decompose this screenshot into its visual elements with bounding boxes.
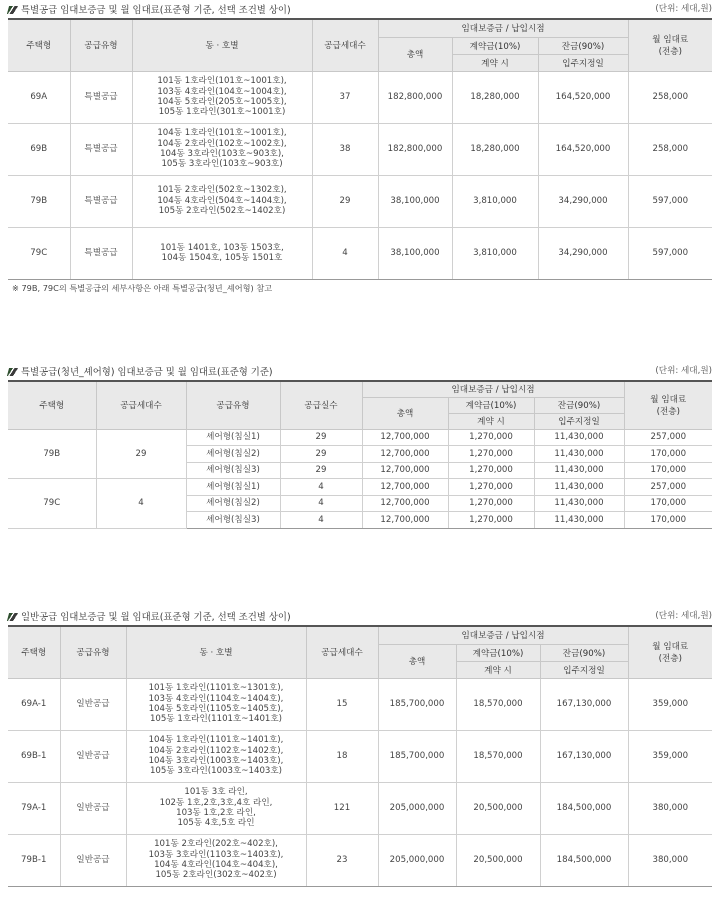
cell-units: 18 xyxy=(306,730,378,782)
cell-total: 205,000,000 xyxy=(378,782,456,834)
cell-units: 23 xyxy=(306,834,378,886)
cell-supply: 셰어형(침실1) xyxy=(186,429,280,446)
cell-balance: 164,520,000 xyxy=(538,71,628,123)
special-supply-table xyxy=(8,18,712,280)
header-rent: 월 임대료 (전층) xyxy=(628,626,712,678)
header-dong: 동 · 호별 xyxy=(132,19,312,71)
cell-total: 12,700,000 xyxy=(362,495,448,512)
cell-rooms: 4 xyxy=(280,479,362,496)
cell-dong xyxy=(132,175,312,227)
cell-units: 29 xyxy=(96,429,186,479)
header-balance-when: 입주지정일 xyxy=(540,661,628,678)
cell-units: 4 xyxy=(312,227,378,279)
footnote: ※ 79B, 79C의 특별공급의 세부사항은 아래 특별공급(청년_셰어형) 참고 xyxy=(12,283,273,293)
cell-supply: 특별공급 xyxy=(70,71,132,123)
cell-total: 12,700,000 xyxy=(362,512,448,529)
cell-rooms: 4 xyxy=(280,512,362,529)
table-body xyxy=(8,429,712,528)
cell-down: 3,810,000 xyxy=(452,175,538,227)
cell-supply: 일반공급 xyxy=(60,834,126,886)
cell-rent: 257,000 xyxy=(624,429,712,446)
table-row xyxy=(8,782,712,834)
cell-rent: 380,000 xyxy=(628,834,712,886)
cell-supply: 셰어형(침실2) xyxy=(186,446,280,463)
cell-rooms: 4 xyxy=(280,495,362,512)
cell-down: 1,270,000 xyxy=(448,429,534,446)
cell-total: 38,100,000 xyxy=(378,175,452,227)
dong-line: 103동 1호,2호 라인, xyxy=(176,808,256,818)
cell-rent: 257,000 xyxy=(624,479,712,496)
youth-share-table xyxy=(8,380,712,529)
cell-down: 1,270,000 xyxy=(448,446,534,463)
header-down: 계약금(10%) xyxy=(452,37,538,54)
cell-supply: 특별공급 xyxy=(70,123,132,175)
cell-rent: 380,000 xyxy=(628,782,712,834)
cell-balance: 184,500,000 xyxy=(540,782,628,834)
header-rent: 월 임대료 (전층) xyxy=(628,19,712,71)
cell-supply: 일반공급 xyxy=(60,730,126,782)
header-rooms: 공급실수 xyxy=(280,381,362,429)
header-type: 주택형 xyxy=(8,19,70,71)
cell-down: 18,280,000 xyxy=(452,71,538,123)
header-down: 계약금(10%) xyxy=(448,397,534,413)
cell-dong xyxy=(126,730,306,782)
dong-line: 104동 4호라인(104호~404호), xyxy=(154,860,278,870)
cell-balance: 11,430,000 xyxy=(534,479,624,496)
cell-units: 121 xyxy=(306,782,378,834)
cell-supply: 특별공급 xyxy=(70,227,132,279)
header-units: 공급세대수 xyxy=(96,381,186,429)
cell-dong xyxy=(126,834,306,886)
cell-rooms: 29 xyxy=(280,429,362,446)
header-down-when: 계약 시 xyxy=(448,413,534,429)
cell-rent: 359,000 xyxy=(628,730,712,782)
cell-type: 79B xyxy=(8,175,70,227)
cell-total: 38,100,000 xyxy=(378,227,452,279)
cell-units: 15 xyxy=(306,678,378,730)
section-special-supply xyxy=(8,2,712,293)
section-title: 특별공급 임대보증금 및 월 임대료(표준형 기준, 선택 조건별 상이) xyxy=(8,2,291,16)
cell-total: 182,800,000 xyxy=(378,123,452,175)
unit-label: (단위: 세대,원) xyxy=(655,4,712,14)
table-row xyxy=(8,834,712,886)
dong-line: 104동 1호라인(101호~1001호), xyxy=(157,128,287,139)
section-header xyxy=(8,364,712,378)
header-rent: 월 임대료 (전층) xyxy=(624,381,712,429)
cell-supply: 셰어형(침실3) xyxy=(186,512,280,529)
cell-type: 79C xyxy=(8,227,70,279)
cell-total: 185,700,000 xyxy=(378,730,456,782)
cell-down: 1,270,000 xyxy=(448,462,534,479)
dong-line: 104동 3호라인(1003호~1403호), xyxy=(148,756,284,766)
dong-line: 104동 5호라인(1105호~1405호), xyxy=(148,704,284,714)
cell-units: 37 xyxy=(312,71,378,123)
section-title: 일반공급 임대보증금 및 월 임대료(표준형 기준, 선택 조건별 상이) xyxy=(8,609,291,623)
header-supply: 공급유형 xyxy=(186,381,280,429)
cell-dong xyxy=(132,227,312,279)
cell-balance: 167,130,000 xyxy=(540,730,628,782)
table-row xyxy=(8,429,712,446)
cell-down: 18,570,000 xyxy=(456,678,540,730)
header-down: 계약금(10%) xyxy=(456,644,540,661)
cell-balance: 11,430,000 xyxy=(534,495,624,512)
header-total: 총액 xyxy=(378,37,452,71)
cell-rooms: 29 xyxy=(280,446,362,463)
cell-type: 79C xyxy=(8,479,96,529)
cell-balance: 11,430,000 xyxy=(534,429,624,446)
section-youth-share xyxy=(8,364,712,529)
cell-down: 1,270,000 xyxy=(448,479,534,496)
table-body xyxy=(8,71,712,279)
dong-line: 105동 3호라인(1003호~1403호) xyxy=(149,766,283,777)
header-type: 주택형 xyxy=(8,381,96,429)
cell-balance: 11,430,000 xyxy=(534,446,624,463)
table-body xyxy=(8,678,712,886)
cell-down: 1,270,000 xyxy=(448,495,534,512)
cell-rent: 170,000 xyxy=(624,512,712,529)
cell-type: 69B-1 xyxy=(8,730,60,782)
cell-units: 38 xyxy=(312,123,378,175)
cell-type: 69A-1 xyxy=(8,678,60,730)
dong-line: 104동 2호라인(1102호~1402호), xyxy=(148,745,284,756)
table-row xyxy=(8,678,712,730)
header-balance: 잔금(90%) xyxy=(538,37,628,54)
cell-supply: 일반공급 xyxy=(60,678,126,730)
dong-line: 105동 1호라인(1101호~1401호) xyxy=(149,714,283,725)
dong-line: 104동 3호라인(103호~903호), xyxy=(160,149,284,159)
cell-rooms: 29 xyxy=(280,462,362,479)
cell-units: 29 xyxy=(312,175,378,227)
unit-label: (단위: 세대,원) xyxy=(655,611,712,621)
header-deposit-group: 임대보증금 / 납입시점 xyxy=(378,626,628,644)
title-mark-icon xyxy=(7,368,19,376)
header-balance: 잔금(90%) xyxy=(534,397,624,413)
header-total: 총액 xyxy=(362,397,448,429)
cell-down: 20,500,000 xyxy=(456,782,540,834)
header-deposit-group: 임대보증금 / 납입시점 xyxy=(362,381,624,397)
header-supply: 공급유형 xyxy=(70,19,132,71)
cell-type: 79A-1 xyxy=(8,782,60,834)
header-units: 공급세대수 xyxy=(306,626,378,678)
dong-line: 104동 5호라인(205호~1005호), xyxy=(157,97,287,107)
header-dong: 동 · 호별 xyxy=(126,626,306,678)
table-row xyxy=(8,227,712,279)
cell-rent: 170,000 xyxy=(624,446,712,463)
cell-rent: 359,000 xyxy=(628,678,712,730)
cell-total: 12,700,000 xyxy=(362,462,448,479)
header-balance: 잔금(90%) xyxy=(540,644,628,661)
cell-down: 1,270,000 xyxy=(448,512,534,529)
cell-total: 182,800,000 xyxy=(378,71,452,123)
cell-rent: 597,000 xyxy=(628,227,712,279)
header-balance-when: 입주지정일 xyxy=(538,54,628,71)
section-header xyxy=(8,2,712,16)
cell-type: 69A xyxy=(8,71,70,123)
dong-line: 103동 3호라인(1103호~1403호), xyxy=(148,849,284,860)
header-units: 공급세대수 xyxy=(312,19,378,71)
header-balance-when: 입주지정일 xyxy=(534,413,624,429)
unit-label: (단위: 세대,원) xyxy=(655,366,712,376)
cell-type: 79B xyxy=(8,429,96,479)
section-general-supply xyxy=(8,609,712,887)
cell-dong xyxy=(126,678,306,730)
cell-supply: 특별공급 xyxy=(70,175,132,227)
dong-line: 101동 2호라인(202호~402호), xyxy=(154,839,278,850)
cell-balance: 11,430,000 xyxy=(534,512,624,529)
cell-total: 12,700,000 xyxy=(362,446,448,463)
table-row xyxy=(8,71,712,123)
title-mark-icon xyxy=(7,613,19,621)
cell-total: 185,700,000 xyxy=(378,678,456,730)
cell-supply: 셰어형(침실1) xyxy=(186,479,280,496)
cell-supply: 셰어형(침실2) xyxy=(186,495,280,512)
dong-line: 105동 2호라인(302호~402호) xyxy=(155,870,277,881)
cell-balance: 34,290,000 xyxy=(538,175,628,227)
dong-line: 101동 3호 라인, xyxy=(184,787,248,798)
table-row xyxy=(8,730,712,782)
cell-rent: 258,000 xyxy=(628,71,712,123)
table-row xyxy=(8,123,712,175)
cell-rent: 258,000 xyxy=(628,123,712,175)
cell-type: 79B-1 xyxy=(8,834,60,886)
cell-rent: 597,000 xyxy=(628,175,712,227)
cell-rent: 170,000 xyxy=(624,495,712,512)
cell-dong xyxy=(132,123,312,175)
cell-down: 18,570,000 xyxy=(456,730,540,782)
cell-dong xyxy=(132,71,312,123)
cell-supply: 셰어형(침실3) xyxy=(186,462,280,479)
header-down-when: 계약 시 xyxy=(452,54,538,71)
header-down-when: 계약 시 xyxy=(456,661,540,678)
cell-balance: 11,430,000 xyxy=(534,462,624,479)
dong-line: 101동 1401호, 103동 1503호, xyxy=(160,242,284,253)
section-header xyxy=(8,609,712,623)
cell-type: 69B xyxy=(8,123,70,175)
dong-line: 105동 4호,5호 라인 xyxy=(177,818,255,829)
cell-units: 4 xyxy=(96,479,186,529)
cell-balance: 184,500,000 xyxy=(540,834,628,886)
cell-down: 3,810,000 xyxy=(452,227,538,279)
header-total: 총액 xyxy=(378,644,456,678)
dong-line: 101동 1호라인(101호~1001호), xyxy=(157,76,287,87)
header-type: 주택형 xyxy=(8,626,60,678)
header-supply: 공급유형 xyxy=(60,626,126,678)
dong-line: 105동 3호라인(103호~903호) xyxy=(161,159,283,170)
cell-rent: 170,000 xyxy=(624,462,712,479)
dong-line: 105동 2호라인(502호~1402호) xyxy=(158,206,286,217)
cell-total: 12,700,000 xyxy=(362,479,448,496)
cell-balance: 164,520,000 xyxy=(538,123,628,175)
cell-down: 18,280,000 xyxy=(452,123,538,175)
cell-dong xyxy=(126,782,306,834)
dong-line: 101동 1호라인(1101호~1301호), xyxy=(148,683,284,694)
cell-balance: 167,130,000 xyxy=(540,678,628,730)
table-row xyxy=(8,479,712,496)
title-mark-icon xyxy=(7,6,19,14)
cell-total: 12,700,000 xyxy=(362,429,448,446)
dong-line: 101동 2호라인(502호~1302호), xyxy=(157,185,287,196)
dong-line: 104동 2호라인(102호~1002호), xyxy=(157,138,287,149)
dong-line: 104동 4호라인(504호~1404호), xyxy=(157,195,287,206)
dong-line: 103동 4호라인(104호~1004호), xyxy=(157,86,287,97)
dong-line: 102동 1호,2호,3호,4호 라인, xyxy=(159,797,273,808)
dong-line: 105동 1호라인(301호~1001호) xyxy=(158,107,286,118)
header-deposit-group: 임대보증금 / 납입시점 xyxy=(378,19,628,37)
cell-down: 20,500,000 xyxy=(456,834,540,886)
table-row xyxy=(8,175,712,227)
dong-line: 104동 1504호, 105동 1501호 xyxy=(161,253,283,263)
cell-supply: 일반공급 xyxy=(60,782,126,834)
dong-line: 104동 1호라인(1101호~1401호), xyxy=(148,735,284,746)
general-supply-table xyxy=(8,625,712,887)
cell-total: 205,000,000 xyxy=(378,834,456,886)
dong-line: 103동 4호라인(1104호~1404호), xyxy=(148,693,284,704)
section-title: 특별공급(청년_셰어형) 임대보증금 및 월 임대료(표준형 기준) xyxy=(8,364,273,378)
cell-balance: 34,290,000 xyxy=(538,227,628,279)
